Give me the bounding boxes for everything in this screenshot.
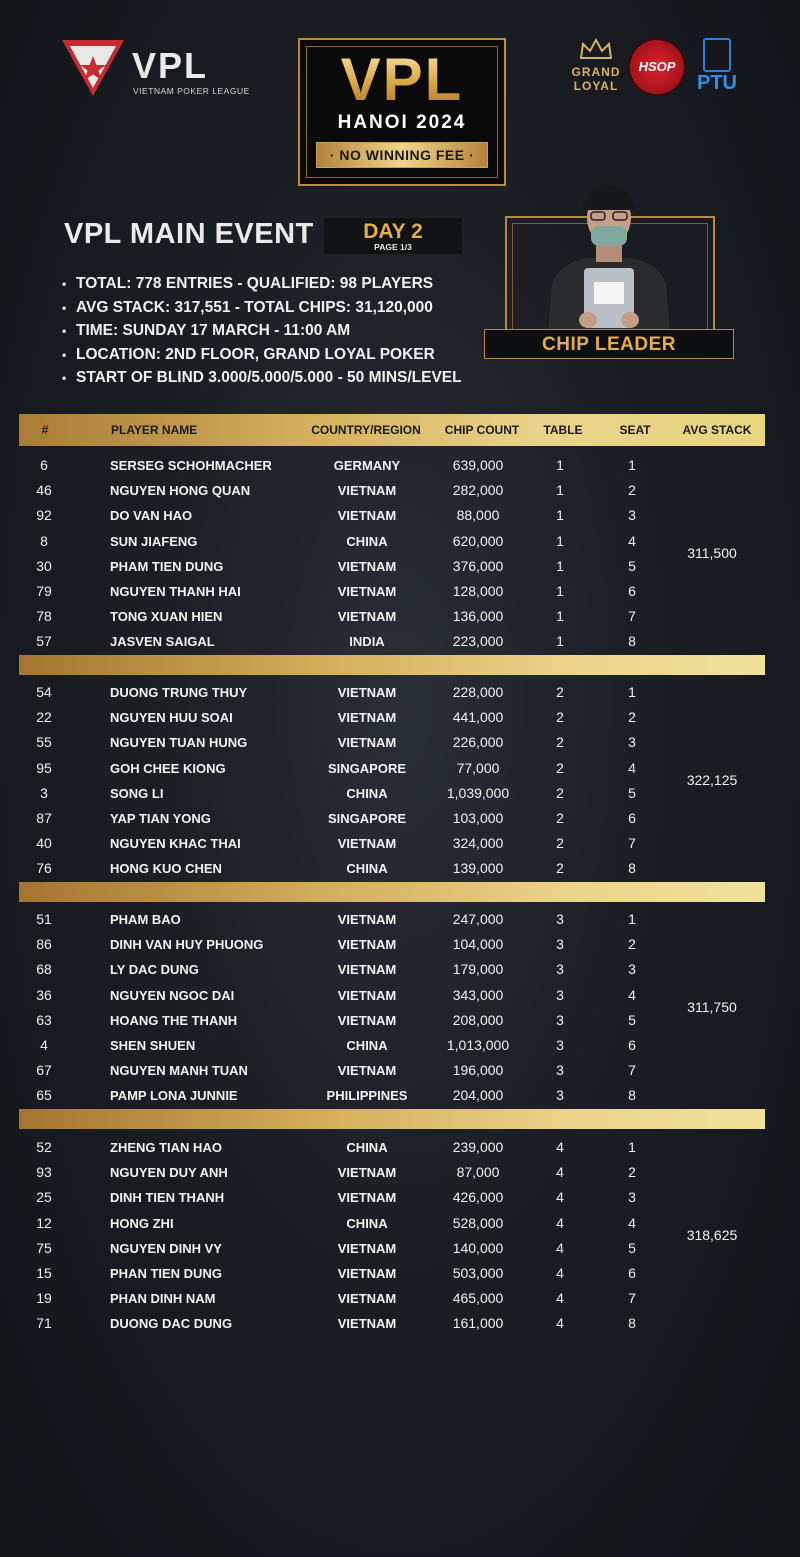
avg-stack-value: 322,125 bbox=[686, 772, 738, 789]
cell-chip-count: 196,000 bbox=[452, 1062, 504, 1079]
cell-chip-count: 1,039,000 bbox=[446, 784, 510, 801]
cell-chip-count: 324,000 bbox=[452, 835, 504, 852]
cell-num: 4 bbox=[40, 1037, 48, 1053]
cell-seat: 4 bbox=[628, 759, 636, 776]
cell-table: 3 bbox=[556, 961, 564, 978]
cell-chip-count: 441,000 bbox=[452, 709, 504, 726]
cell-seat: 2 bbox=[628, 482, 636, 499]
crown-icon bbox=[579, 38, 613, 60]
cell-seat: 3 bbox=[628, 1189, 636, 1206]
table-row bbox=[0, 629, 800, 654]
cell-table: 1 bbox=[556, 557, 564, 574]
table-row bbox=[0, 806, 800, 831]
cell-player-name: PHAN TIEN DUNG bbox=[110, 1266, 222, 1281]
ptu-logo: PTU bbox=[692, 38, 742, 96]
info-item: • TIME: SUNDAY 17 MARCH - 11:00 AM bbox=[62, 319, 462, 343]
cell-num: 55 bbox=[36, 734, 52, 751]
cell-table: 2 bbox=[556, 784, 564, 801]
cell-player-name: NGUYEN DUY ANH bbox=[110, 1165, 228, 1181]
cell-player-name: HOANG THE THANH bbox=[110, 1012, 238, 1028]
cell-num: 52 bbox=[36, 1139, 52, 1155]
grand-loyal-logo: GRAND LOYAL bbox=[566, 38, 626, 96]
cell-num: 68 bbox=[36, 961, 52, 978]
cell-table: 1 bbox=[556, 633, 564, 650]
cell-num: 95 bbox=[36, 759, 52, 776]
cell-seat: 8 bbox=[628, 1087, 636, 1104]
cell-country: VIETNAM bbox=[337, 1063, 397, 1079]
table-row bbox=[0, 1160, 800, 1185]
cell-seat: 7 bbox=[628, 1062, 636, 1079]
cell-num: 54 bbox=[36, 684, 52, 700]
cell-chip-count: 376,000 bbox=[452, 557, 504, 574]
cell-player-name: PHAN DINH NAM bbox=[110, 1291, 216, 1307]
cell-table: 3 bbox=[556, 1087, 564, 1104]
cell-player-name: DINH TIEN THANH bbox=[110, 1190, 225, 1206]
cell-num: 46 bbox=[36, 482, 52, 499]
table-row bbox=[0, 932, 800, 957]
cell-seat: 2 bbox=[628, 936, 636, 953]
page-label: PAGE 1/3 bbox=[374, 242, 412, 252]
cell-num: 92 bbox=[36, 507, 52, 524]
card-icon bbox=[703, 38, 731, 72]
cell-table: 2 bbox=[556, 759, 564, 776]
cell-table: 1 bbox=[556, 507, 564, 524]
table-row bbox=[0, 1286, 800, 1311]
event-title: VPL MAIN EVENT bbox=[64, 218, 314, 250]
info-item: • AVG STACK: 317,551 - TOTAL CHIPS: 31,120,000 bbox=[62, 296, 462, 320]
cell-country: VIETNAM bbox=[337, 912, 397, 927]
cell-country: CHINA bbox=[346, 533, 388, 549]
cell-country: CHINA bbox=[346, 785, 388, 801]
cell-player-name: NGUYEN TUAN HUNG bbox=[110, 735, 248, 751]
cell-seat: 5 bbox=[628, 557, 636, 574]
event-badge bbox=[298, 38, 506, 186]
table-row bbox=[0, 453, 800, 478]
cell-num: 76 bbox=[36, 860, 52, 877]
hsop-logo: HSOP bbox=[630, 40, 684, 94]
table-row bbox=[0, 907, 800, 932]
cell-player-name: LY DAC DUNG bbox=[110, 962, 199, 978]
table-row bbox=[0, 856, 800, 881]
avg-stack-value: 311,500 bbox=[687, 545, 737, 562]
cell-country: VIETNAM bbox=[337, 710, 397, 726]
cell-country: SINGAPORE bbox=[327, 811, 407, 826]
cell-player-name: PAMP LONA JUNNIE bbox=[110, 1088, 238, 1104]
cell-player-name: NGUYEN DINH VY bbox=[110, 1240, 222, 1256]
cell-table: 3 bbox=[556, 911, 564, 927]
cell-seat: 6 bbox=[628, 810, 636, 826]
cell-country: VIETNAM bbox=[337, 1012, 397, 1028]
cell-player-name: TONG XUAN HIEN bbox=[110, 609, 223, 625]
cell-seat: 3 bbox=[628, 734, 636, 751]
cell-player-name: DUONG TRUNG THUY bbox=[110, 685, 248, 700]
cell-player-name: DINH VAN HUY PHUONG bbox=[110, 937, 264, 953]
cell-table: 1 bbox=[556, 482, 564, 499]
cell-table: 4 bbox=[556, 1214, 564, 1231]
cell-player-name: GOH CHEE KIONG bbox=[110, 760, 226, 776]
cell-country: CHINA bbox=[346, 1140, 388, 1155]
cell-player-name: NGUYEN THANH HAI bbox=[110, 584, 241, 599]
table-row bbox=[0, 1311, 800, 1336]
cell-num: 93 bbox=[36, 1164, 52, 1181]
col-chip-count: CHIP COUNT bbox=[444, 423, 520, 437]
cell-player-name: SHEN SHUEN bbox=[110, 1038, 196, 1053]
cell-seat: 5 bbox=[628, 1011, 636, 1028]
col-num: # bbox=[41, 423, 49, 437]
cell-country: VIETNAM bbox=[337, 609, 397, 625]
cell-chip-count: 465,000 bbox=[452, 1290, 504, 1307]
cell-num: 75 bbox=[36, 1239, 52, 1256]
cell-country: INDIA bbox=[349, 634, 385, 650]
cell-table: 2 bbox=[556, 860, 564, 877]
badge-fee: · NO WINNING FEE · bbox=[316, 142, 488, 168]
table-row bbox=[0, 604, 800, 629]
cell-player-name: HONG KUO CHEN bbox=[110, 861, 222, 877]
cell-seat: 1 bbox=[628, 911, 636, 927]
cell-chip-count: 282,000 bbox=[452, 482, 504, 499]
col-player-name: PLAYER NAME bbox=[111, 423, 198, 437]
cell-num: 71 bbox=[36, 1315, 52, 1332]
cell-player-name: JASVEN SAIGAL bbox=[110, 634, 215, 650]
cell-num: 86 bbox=[36, 936, 52, 953]
cell-num: 8 bbox=[40, 532, 48, 549]
cell-chip-count: 1,013,000 bbox=[446, 1037, 510, 1053]
cell-player-name: NGUYEN NGOC DAI bbox=[110, 987, 235, 1003]
avg-stack-value: 311,750 bbox=[687, 999, 737, 1016]
cell-chip-count: 87,000 bbox=[456, 1164, 500, 1181]
cell-num: 22 bbox=[36, 709, 52, 726]
cell-num: 87 bbox=[36, 810, 52, 826]
cell-table: 4 bbox=[556, 1315, 564, 1332]
cell-country: VIETNAM bbox=[337, 1190, 397, 1206]
cell-chip-count: 128,000 bbox=[452, 583, 504, 599]
cell-seat: 6 bbox=[628, 1037, 636, 1053]
cell-country: PHILIPPINES bbox=[326, 1088, 408, 1104]
cell-num: 78 bbox=[36, 608, 52, 625]
cell-table: 3 bbox=[556, 1011, 564, 1028]
cell-table: 3 bbox=[556, 1037, 564, 1053]
cell-seat: 6 bbox=[628, 1265, 636, 1281]
cell-chip-count: 503,000 bbox=[452, 1265, 504, 1281]
cell-chip-count: 239,000 bbox=[452, 1139, 504, 1155]
event-info-list bbox=[62, 272, 462, 390]
cell-table: 4 bbox=[556, 1139, 564, 1155]
cell-num: 3 bbox=[40, 784, 48, 801]
cell-table: 2 bbox=[556, 734, 564, 751]
cell-country: VIETNAM bbox=[337, 937, 397, 953]
cell-player-name: PHAM BAO bbox=[110, 912, 181, 927]
cell-player-name: PHAM TIEN DUNG bbox=[110, 558, 224, 574]
cell-country: VIETNAM bbox=[337, 735, 397, 751]
cell-player-name: YAP TIAN YONG bbox=[110, 811, 211, 826]
table-row bbox=[0, 1261, 800, 1286]
cell-table: 1 bbox=[556, 457, 564, 473]
cell-country: VIETNAM bbox=[337, 836, 397, 852]
info-item: • START OF BLIND 3.000/5.000/5.000 - 50 MINS/LEVEL bbox=[62, 366, 462, 390]
cell-seat: 7 bbox=[628, 835, 636, 852]
table-row bbox=[0, 730, 800, 755]
cell-chip-count: 528,000 bbox=[452, 1214, 504, 1231]
cell-country: VIETNAM bbox=[337, 962, 397, 978]
cell-player-name: DUONG DAC DUNG bbox=[110, 1316, 233, 1332]
table-row bbox=[0, 831, 800, 856]
info-item: • TOTAL: 778 ENTRIES - QUALIFIED: 98 PLAYERS bbox=[62, 272, 462, 296]
cell-country: CHINA bbox=[346, 861, 388, 877]
cell-seat: 4 bbox=[628, 532, 636, 549]
cell-seat: 2 bbox=[628, 709, 636, 726]
cell-num: 30 bbox=[36, 557, 52, 574]
cell-chip-count: 223,000 bbox=[452, 633, 504, 650]
cell-table: 1 bbox=[556, 583, 564, 599]
table-row bbox=[0, 1135, 800, 1160]
cell-num: 25 bbox=[36, 1189, 52, 1206]
cell-seat: 1 bbox=[628, 457, 636, 473]
cell-seat: 6 bbox=[628, 583, 636, 599]
cell-country: VIETNAM bbox=[337, 1240, 397, 1256]
cell-chip-count: 88,000 bbox=[456, 507, 500, 524]
cell-chip-count: 343,000 bbox=[452, 986, 504, 1003]
cell-table: 4 bbox=[556, 1290, 564, 1307]
cell-country: VIETNAM bbox=[337, 508, 397, 524]
cell-table: 4 bbox=[556, 1239, 564, 1256]
cell-table: 4 bbox=[556, 1265, 564, 1281]
cell-num: 6 bbox=[40, 457, 48, 473]
chip-leader-label: CHIP LEADER bbox=[484, 329, 734, 359]
cell-table: 4 bbox=[556, 1164, 564, 1181]
cell-chip-count: 247,000 bbox=[452, 911, 504, 927]
cell-num: 67 bbox=[36, 1062, 52, 1079]
table-row bbox=[0, 503, 800, 528]
cell-seat: 5 bbox=[628, 784, 636, 801]
cell-seat: 3 bbox=[628, 507, 636, 524]
cell-player-name: DO VAN HAO bbox=[110, 508, 193, 524]
cell-num: 51 bbox=[36, 911, 52, 927]
cell-seat: 4 bbox=[628, 986, 636, 1003]
cell-player-name: SONG LI bbox=[110, 785, 164, 801]
cell-player-name: SERSEG SCHOHMACHER bbox=[110, 458, 272, 473]
cell-table: 4 bbox=[556, 1189, 564, 1206]
cell-table: 2 bbox=[556, 810, 564, 826]
cell-chip-count: 426,000 bbox=[452, 1189, 504, 1206]
cell-country: VIETNAM bbox=[337, 483, 397, 499]
cell-chip-count: 204,000 bbox=[452, 1087, 504, 1104]
cell-chip-count: 161,000 bbox=[452, 1315, 504, 1332]
cell-seat: 3 bbox=[628, 961, 636, 978]
cell-chip-count: 620,000 bbox=[452, 532, 504, 549]
cell-chip-count: 179,000 bbox=[452, 961, 504, 978]
cell-seat: 1 bbox=[628, 684, 636, 700]
table-row bbox=[0, 1185, 800, 1210]
cell-country: CHINA bbox=[346, 1215, 388, 1231]
cell-table: 2 bbox=[556, 709, 564, 726]
cell-player-name: NGUYEN HUU SOAI bbox=[110, 710, 233, 726]
table-row bbox=[0, 579, 800, 604]
badge-city: HANOI 2024 bbox=[337, 112, 467, 133]
cell-player-name: NGUYEN HONG QUAN bbox=[110, 483, 251, 499]
cell-country: VIETNAM bbox=[337, 1291, 397, 1307]
cell-country: VIETNAM bbox=[337, 1316, 397, 1332]
vpl-logo-wordmark: VPL bbox=[132, 45, 209, 86]
cell-player-name: HONG ZHI bbox=[110, 1215, 174, 1231]
cell-chip-count: 77,000 bbox=[456, 759, 500, 776]
cell-table: 2 bbox=[556, 684, 564, 700]
cell-player-name: NGUYEN KHAC THAI bbox=[110, 836, 241, 852]
col-table: TABLE bbox=[543, 423, 583, 437]
table-row bbox=[0, 478, 800, 503]
cell-player-name: SUN JIAFENG bbox=[110, 533, 198, 549]
cell-country: VIETNAM bbox=[337, 987, 397, 1003]
cell-seat: 8 bbox=[628, 1315, 636, 1332]
cell-chip-count: 136,000 bbox=[452, 608, 504, 625]
cell-country: VIETNAM bbox=[337, 584, 397, 599]
cell-num: 12 bbox=[36, 1214, 52, 1231]
cell-chip-count: 639,000 bbox=[452, 457, 504, 473]
cell-num: 19 bbox=[36, 1290, 52, 1307]
cell-player-name: NGUYEN MANH TUAN bbox=[110, 1063, 248, 1079]
cell-table: 1 bbox=[556, 532, 564, 549]
cell-num: 63 bbox=[36, 1011, 52, 1028]
cell-seat: 8 bbox=[628, 860, 636, 877]
cell-country: VIETNAM bbox=[337, 1165, 397, 1181]
vpl-logo-subtitle: VIETNAM POKER LEAGUE bbox=[133, 86, 250, 96]
table-group-separator bbox=[19, 882, 765, 902]
table-row bbox=[0, 957, 800, 982]
cell-num: 15 bbox=[36, 1265, 52, 1281]
cell-chip-count: 208,000 bbox=[452, 1011, 504, 1028]
table-row bbox=[0, 705, 800, 730]
cell-seat: 5 bbox=[628, 1239, 636, 1256]
badge-title: VPL bbox=[300, 50, 504, 110]
info-item: • LOCATION: 2ND FLOOR, GRAND LOYAL POKER bbox=[62, 343, 462, 367]
cell-chip-count: 139,000 bbox=[452, 860, 504, 877]
col-avg-stack: AVG STACK bbox=[682, 423, 752, 437]
cell-seat: 7 bbox=[628, 1290, 636, 1307]
cell-country: VIETNAM bbox=[337, 1266, 397, 1281]
cell-seat: 2 bbox=[628, 1164, 636, 1181]
vpl-logo bbox=[62, 38, 252, 100]
cell-chip-count: 226,000 bbox=[452, 734, 504, 751]
cell-num: 79 bbox=[36, 583, 52, 599]
cell-table: 2 bbox=[556, 835, 564, 852]
cell-player-name: ZHENG TIAN HAO bbox=[110, 1140, 222, 1155]
cell-table: 3 bbox=[556, 1062, 564, 1079]
cell-country: CHINA bbox=[346, 1038, 388, 1053]
cell-table: 3 bbox=[556, 986, 564, 1003]
cell-num: 57 bbox=[36, 633, 52, 650]
col-country: COUNTRY/REGION bbox=[311, 423, 421, 437]
chip-leader-photo bbox=[538, 172, 680, 334]
cell-chip-count: 228,000 bbox=[452, 684, 504, 700]
table-header bbox=[19, 414, 765, 446]
cell-seat: 1 bbox=[628, 1139, 636, 1155]
col-seat: SEAT bbox=[619, 423, 651, 437]
table-row bbox=[0, 1033, 800, 1058]
cell-chip-count: 104,000 bbox=[452, 936, 504, 953]
cell-table: 1 bbox=[556, 608, 564, 625]
cell-country: GERMANY bbox=[333, 458, 401, 473]
cell-chip-count: 103,000 bbox=[452, 810, 504, 826]
table-group-separator bbox=[19, 1109, 765, 1129]
cell-seat: 8 bbox=[628, 633, 636, 650]
day-badge bbox=[324, 218, 462, 254]
cell-seat: 4 bbox=[628, 1214, 636, 1231]
avg-stack-value: 318,625 bbox=[686, 1227, 738, 1244]
cell-seat: 7 bbox=[628, 608, 636, 625]
cell-chip-count: 140,000 bbox=[452, 1239, 504, 1256]
cell-country: SINGAPORE bbox=[327, 760, 407, 776]
table-row bbox=[0, 680, 800, 705]
day-label: DAY 2 bbox=[363, 220, 423, 243]
vpl-star-shield-icon bbox=[62, 38, 124, 96]
cell-country: VIETNAM bbox=[337, 685, 397, 700]
table-row bbox=[0, 1058, 800, 1083]
cell-num: 40 bbox=[36, 835, 52, 852]
cell-num: 65 bbox=[36, 1087, 52, 1104]
cell-num: 36 bbox=[36, 986, 52, 1003]
cell-country: VIETNAM bbox=[337, 558, 397, 574]
cell-table: 3 bbox=[556, 936, 564, 953]
table-group-separator bbox=[19, 655, 765, 675]
table-row bbox=[0, 1083, 800, 1108]
